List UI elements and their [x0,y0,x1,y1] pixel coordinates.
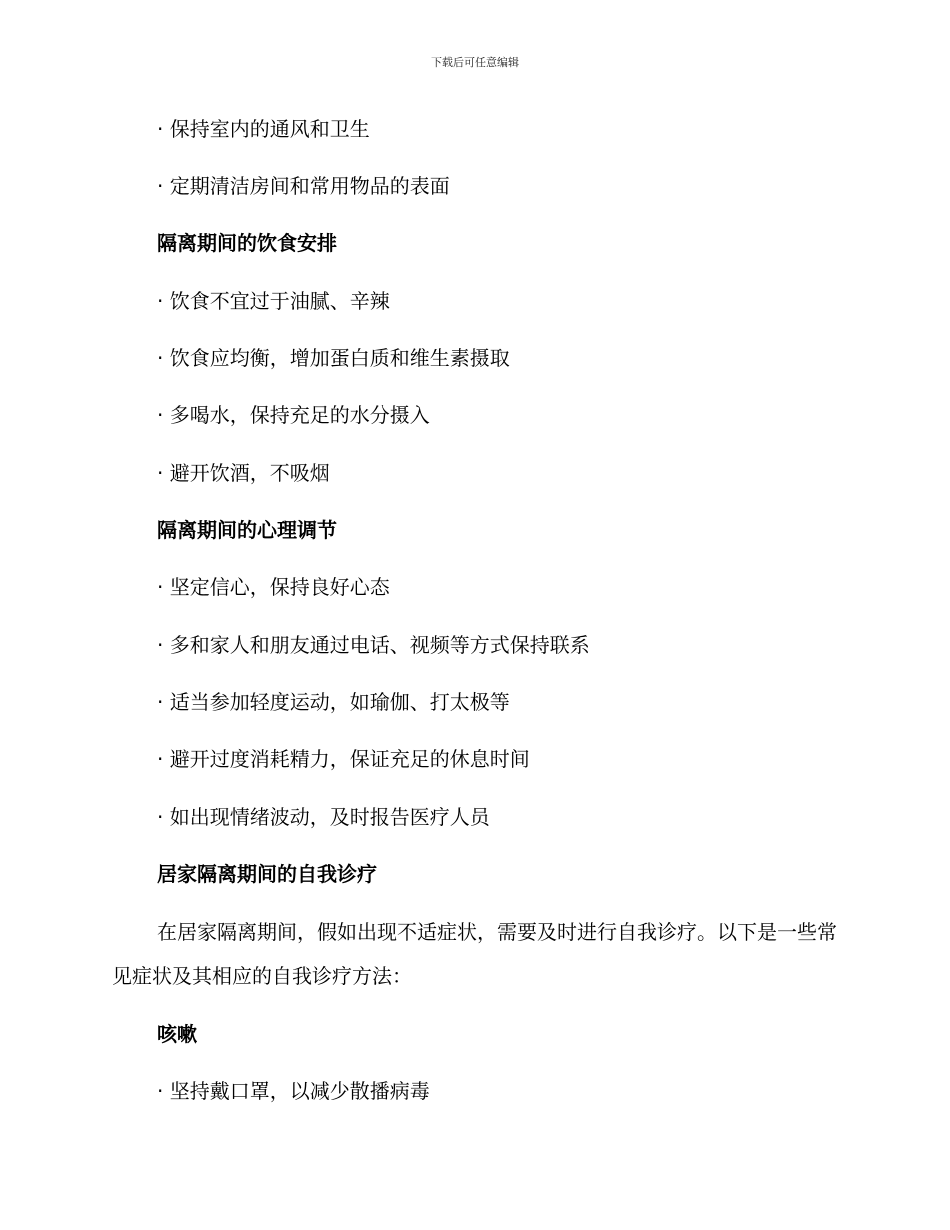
bullet-item: · 多喝水，保持充足的水分摄入 [157,403,430,427]
bullet-item: · 如出现情绪波动，及时报告医疗人员 [157,805,490,829]
bullet-item: · 避开饮酒，不吸烟 [157,461,330,485]
section-heading: 隔离期间的心理调节 [157,518,337,542]
body-paragraph: 在居家隔离期间，假如出现不适症状，需要及时进行自我诊疗。以下是一些常见症状及其相应的自我诊疗方法： [112,920,837,988]
bullet-item: · 定期清洁房间和常用物品的表面 [157,174,450,198]
section-heading: 居家隔离期间的自我诊疗 [157,862,377,886]
bullet-item: · 饮食应均衡，增加蛋白质和维生素摄取 [157,346,510,370]
section-heading: 咳嗽 [157,1022,197,1046]
bullet-item: · 避开过度消耗精力，保证充足的休息时间 [157,747,530,771]
section-heading: 隔离期间的饮食安排 [157,231,337,255]
bullet-item: · 适当参加轻度运动，如瑜伽、打太极等 [157,690,510,714]
page-header: 下载后可任意编辑 [431,56,519,69]
bullet-item: · 保持室内的通风和卫生 [157,117,370,141]
bullet-item: · 多和家人和朋友通过电话、视频等方式保持联系 [157,633,590,657]
bullet-item: · 坚持戴口罩，以减少散播病毒 [157,1079,430,1103]
bullet-item: · 坚定信心，保持良好心态 [157,575,390,599]
bullet-item: · 饮食不宜过于油腻、辛辣 [157,289,390,313]
